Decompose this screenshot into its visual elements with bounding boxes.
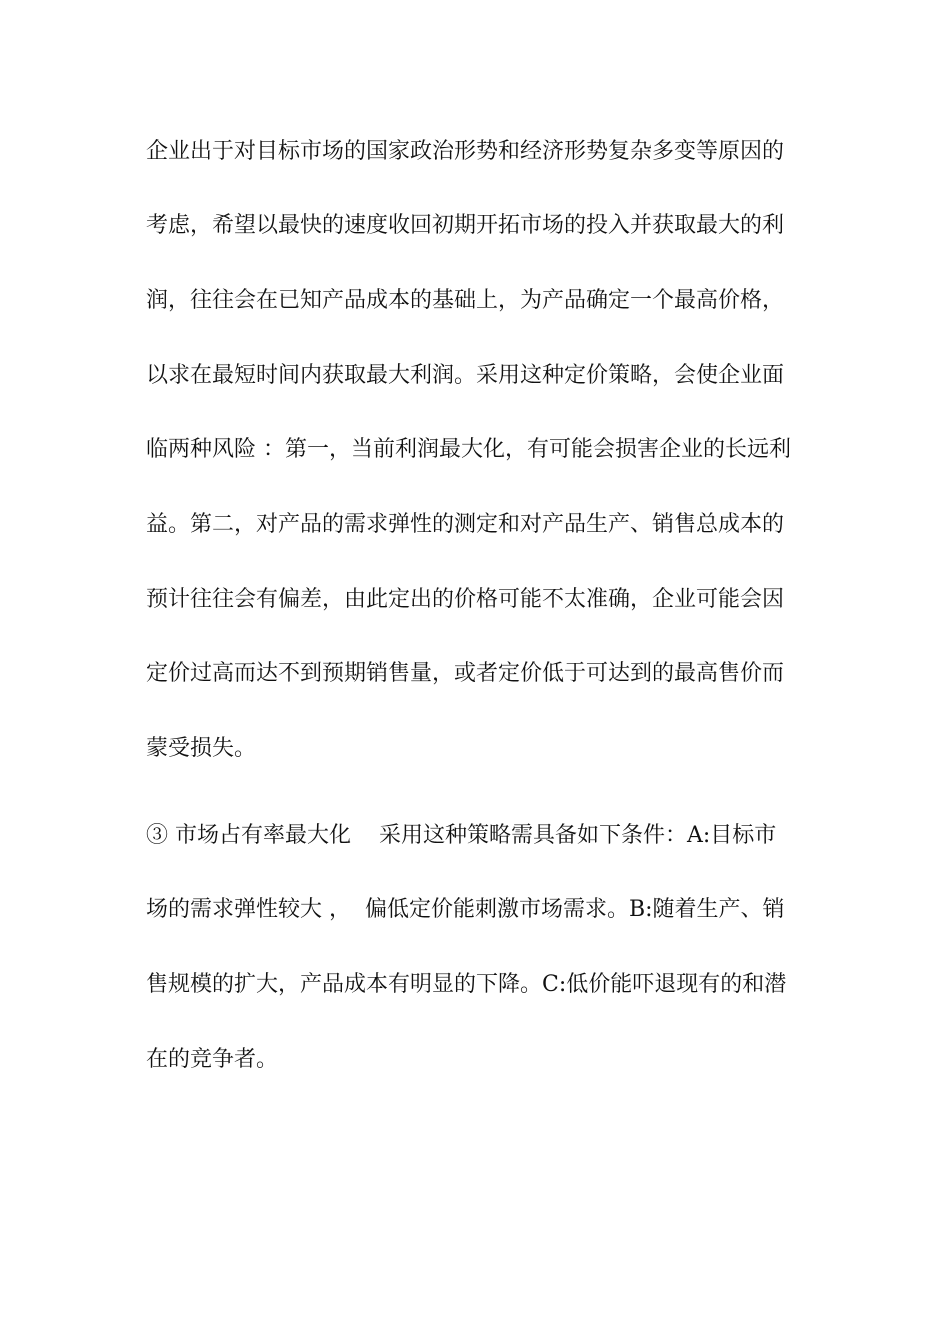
paragraph-1-line-8: 定价过高而达不到预期销售量，或者定价低于可达到的最高售价而 [146, 661, 785, 686]
paragraph-2-line-1: ③ 市场占有率最大化 采用这种策略需具备如下条件：A:目标市 [146, 823, 777, 848]
paragraph-1-line-7: 预计往往会有偏差，由此定出的价格可能不太准确，企业可能会因 [146, 587, 785, 612]
paragraph-1-line-3: 润，往往会在已知产品成本的基础上，为产品确定一个最高价格， [146, 288, 785, 313]
paragraph-1-line-6: 益。第二，对产品的需求弹性的测定和对产品生产、销售总成本的 [146, 512, 785, 537]
paragraph-1-line-5: 临两种风险 ：第一，当前利润最大化，有可能会损害企业的长远利 [146, 437, 791, 462]
paragraph-1-line-2: 考虑，希望以最快的速度收回初期开拓市场的投入并获取最大的利 [146, 213, 785, 238]
paragraph-2-line-3: 售规模的扩大，产品成本有明显的下降。C:低价能吓退现有的和潜 [146, 972, 787, 997]
paragraph-2-line-2: 场的需求弹性较大 ， 偏低定价能刺激市场需求。B:随着生产、销 [146, 897, 785, 922]
paragraph-1-line-1: 企业出于对目标市场的国家政治形势和经济形势复杂多变等原因的 [146, 139, 785, 164]
paragraph-1-line-4: 以求在最短时间内获取最大利润。采用这种定价策略，会使企业面 [146, 363, 785, 388]
paragraph-2-line-4: 在的竞争者。 [146, 1047, 279, 1072]
paragraph-1-line-9: 蒙受损失。 [146, 736, 257, 761]
